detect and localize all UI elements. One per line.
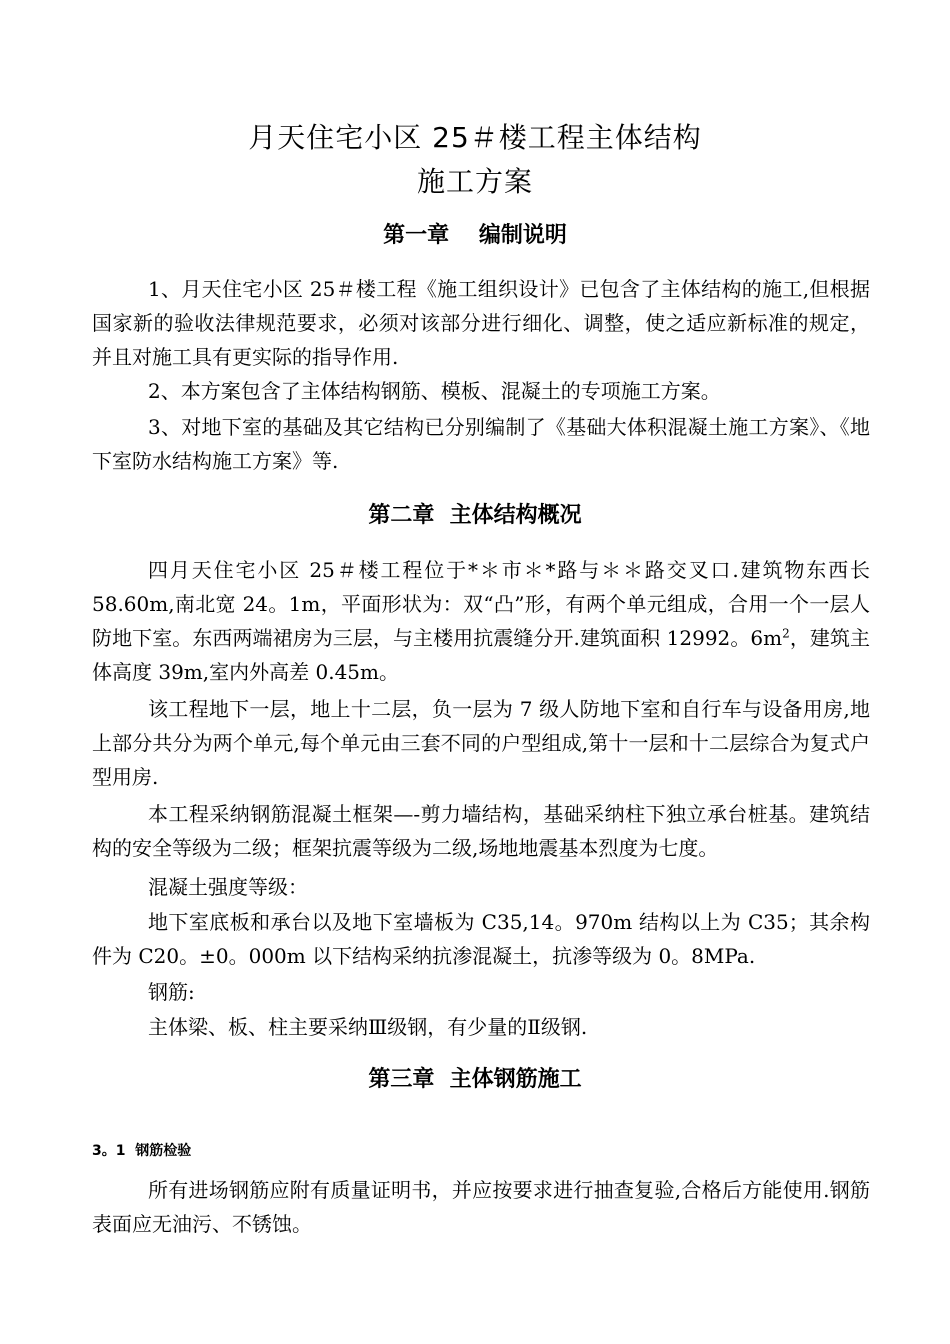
chapter-2-heading: 第二章 主体结构概况 (368, 503, 582, 528)
chapter-2-paragraph-5: 地下室底板和承台以及地下室墙板为 C35,14。970m 结构以上为 C35；其余构件为 C20。±0。000m 以下结构采纳抗渗混凝土，抗渗等级为 0。8MPa. (92, 910, 870, 968)
chapter-2-paragraph-1-text: 四月天住宅小区 25＃楼工程位于*＊市＊*路与＊＊路交叉口.建筑物东西长 58.60m,南北宽 24。1m，平面形状为：双“凸”形，有两个单元组成，合用一个一层人防地下室。东西两端裙房为三层，与主楼用抗震缝分开.建筑面积 12992。6m (92, 558, 870, 650)
document-title-line-1: 月天住宅小区 25＃楼工程主体结构 (248, 121, 702, 154)
chapter-1-paragraph-1: 1、月天住宅小区 25＃楼工程《施工组织设计》已包含了主体结构的施工,但根据国家新的验收法律规范要求，必须对该部分进行细化、调整，使之适应新标准的规定，并且对施工具有更实际的指导作用. (92, 277, 870, 369)
chapter-2-paragraph-6: 钢筋: (148, 980, 195, 1004)
section-3-1-paragraph-1: 所有进场钢筋应附有质量证明书，并应按要求进行抽查复验,合格后方能使用.钢筋表面应无油污、不锈蚀。 (92, 1178, 870, 1236)
superscript-2: 2 (782, 626, 790, 641)
chapter-2-paragraph-1-text-end: ，建筑主体高度 39m,室内外高差 0.45m。 (92, 626, 871, 684)
chapter-2-paragraph-3: 本工程采纳钢筋混凝土框架—-剪力墙结构，基础采纳柱下独立承台桩基。建筑结构的安全等级为二级；框架抗震等级为二级,场地地震基本烈度为七度。 (92, 802, 870, 860)
section-3-1-heading: 3。1 钢筋检验 (92, 1143, 192, 1159)
chapter-1-paragraph-3: 3、对地下室的基础及其它结构已分别编制了《基础大体积混凝土施工方案》、《地下室防水结构施工方案》等. (92, 415, 870, 473)
chapter-2-paragraph-2: 该工程地下一层，地上十二层，负一层为 7 级人防地下室和自行车与设备用房,地上部分共分为两个单元,每个单元由三套不同的户型组成,第十一层和十二层综合为复式户型用房. (92, 697, 870, 789)
document-title-line-2: 施工方案 (416, 165, 533, 198)
chapter-2-paragraph-4: 混凝土强度等级： (148, 875, 308, 899)
chapter-2-paragraph-1 (92, 553, 870, 689)
chapter-2-paragraph-7: 主体梁、板、柱主要采纳Ⅲ级钢，有少量的Ⅱ级钢. (148, 1015, 588, 1039)
chapter-1-paragraph-2: 2、本方案包含了主体结构钢筋、模板、混凝土的专项施工方案。 (148, 379, 721, 403)
chapter-1-heading: 第一章 编制说明 (383, 223, 567, 248)
chapter-3-heading: 第三章 主体钢筋施工 (368, 1067, 582, 1092)
